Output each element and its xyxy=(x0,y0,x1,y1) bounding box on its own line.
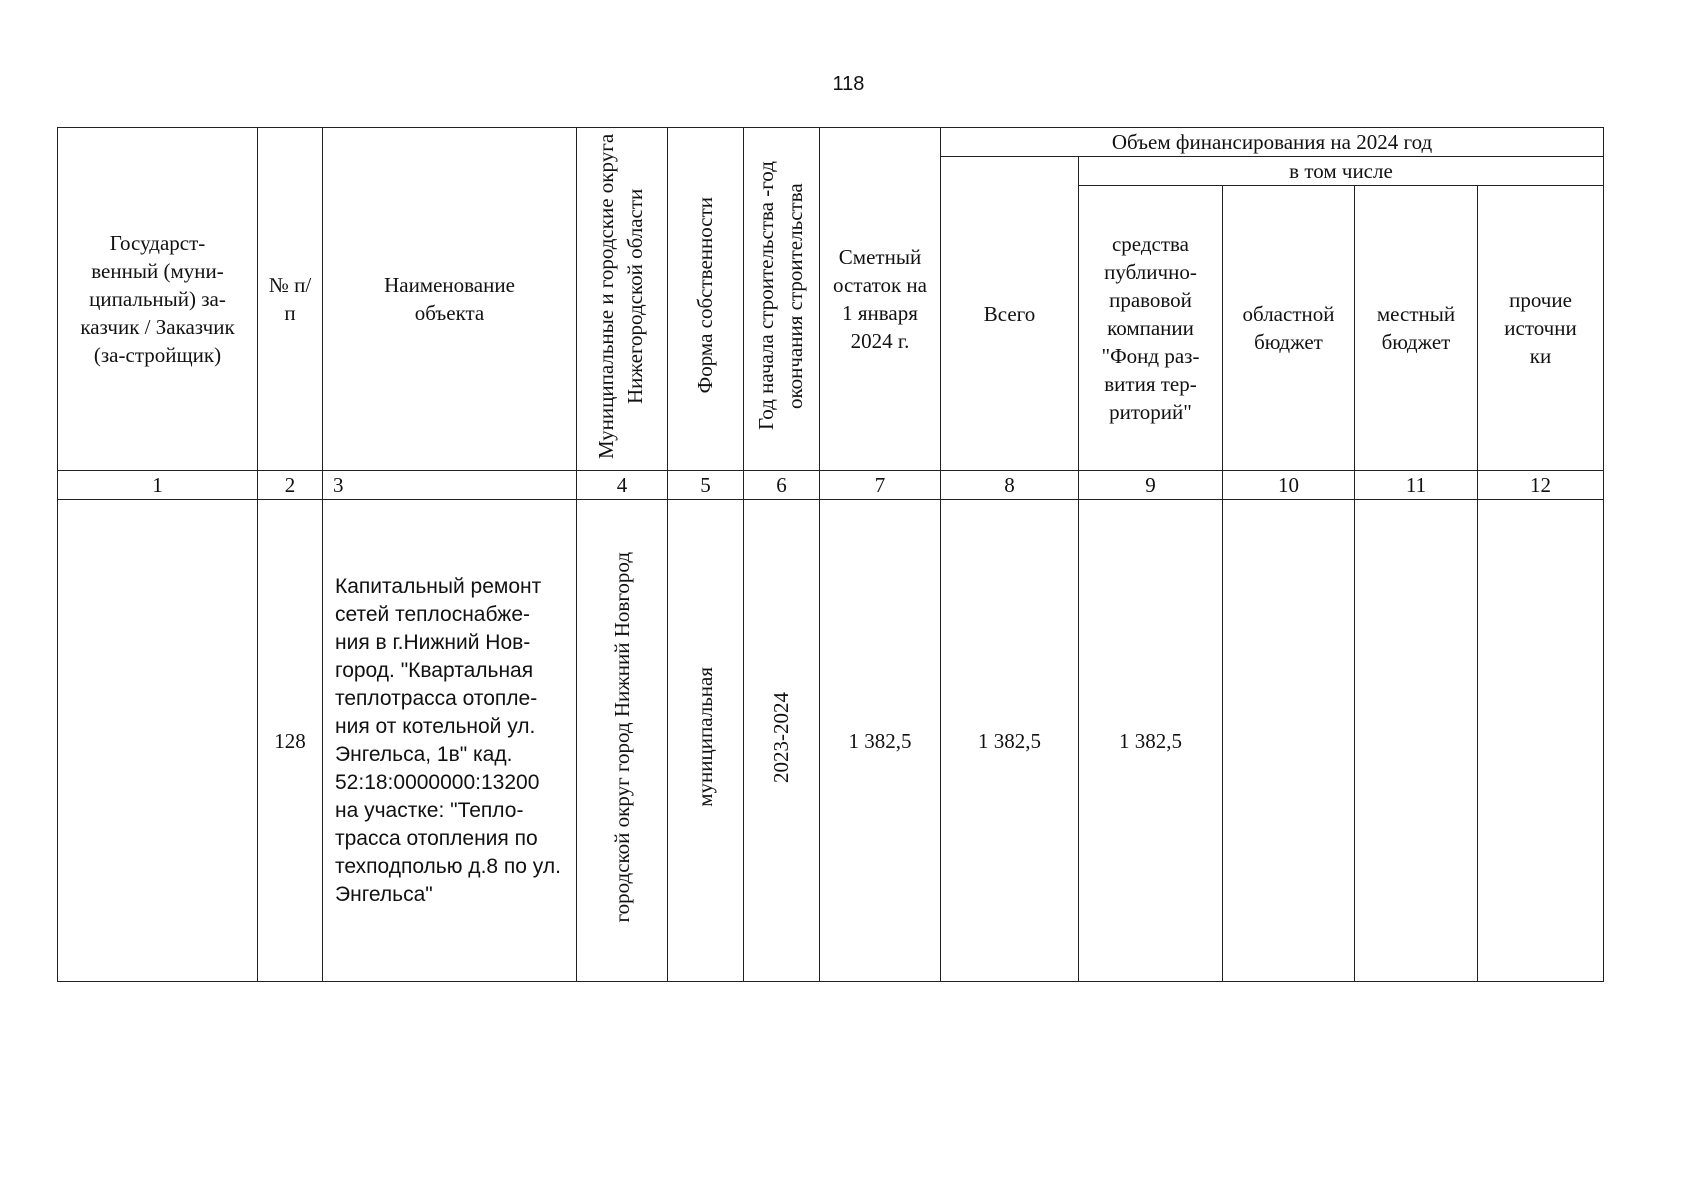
cell-ownership xyxy=(668,500,744,982)
cell-fund-means: 1 382,5 xyxy=(1079,500,1223,982)
cell-object-name-text: Капитальный ремонт сетей теплоснабже-ния в г.Нижний Нов-город. "Квартальная теплотрасса отопле-ния от котельной ул. Энгельса, 1в" кад. 52:18:0000000:13200 на участке: "Тепло-трасса отопления по техподполью д.8 по ул. Энгельса" xyxy=(335,574,561,906)
cell-regional-budget xyxy=(1223,500,1355,982)
header-including xyxy=(1079,157,1604,186)
header-regional-budget xyxy=(1223,186,1355,471)
header-ownership-text: Форма собственности xyxy=(693,197,717,394)
cell-years xyxy=(744,500,820,982)
cell-number: 128 xyxy=(258,500,323,982)
header-customer xyxy=(58,128,258,471)
header-funding-group xyxy=(941,128,1604,157)
header-number xyxy=(258,128,323,471)
column-number: 7 xyxy=(820,471,941,500)
cell-years-text: 2023-2024 xyxy=(769,691,793,783)
column-number: 3 xyxy=(323,471,577,500)
cell-customer xyxy=(58,500,258,982)
header-customer-text: Государст-венный (муни-ципальный) за-казчик / Заказчик (за-стройщик) xyxy=(80,231,235,367)
column-number: 10 xyxy=(1223,471,1355,500)
header-estimate-balance-text: Сметный остаток на 1 января 2024 г. xyxy=(833,245,927,353)
header-years-text: Год начала строительства -год окончания строительства xyxy=(753,161,807,430)
column-number: 12 xyxy=(1478,471,1604,500)
header-estimate-balance xyxy=(820,128,941,471)
header-object-name-text: Наименование объекта xyxy=(384,273,515,325)
column-number: 8 xyxy=(941,471,1079,500)
page-number: 118 xyxy=(832,73,865,95)
header-fund-means-text: средства публично-правовой компании "Фонд раз-вития тер-риторий" xyxy=(1101,232,1200,424)
cell-estimate-balance: 1 382,5 xyxy=(820,500,941,982)
header-ownership xyxy=(668,128,744,471)
header-total-text: Всего xyxy=(983,301,1036,326)
header-fund-means xyxy=(1079,186,1223,471)
column-number: 4 xyxy=(577,471,668,500)
header-municipality-text: Муниципальные и городские округа Нижегородской области xyxy=(594,132,647,459)
cell-municipality-text: городской округ город Нижний Новгород xyxy=(609,551,634,923)
header-local-budget-text: местный бюджет xyxy=(1376,302,1456,354)
header-other-sources xyxy=(1478,186,1604,471)
header-other-sources-text: прочие источни ки xyxy=(1504,288,1577,368)
cell-local-budget xyxy=(1355,500,1478,982)
header-regional-budget-text: областной бюджет xyxy=(1242,302,1335,354)
header-row-1 xyxy=(58,128,1604,157)
column-number: 1 xyxy=(58,471,258,500)
cell-object-name xyxy=(323,500,577,982)
header-municipality xyxy=(577,128,668,471)
header-funding-group-text: Объем финансирования на 2024 год xyxy=(1111,130,1433,154)
financing-table xyxy=(57,127,1604,982)
header-number-text: № п/п xyxy=(268,273,312,325)
header-local-budget xyxy=(1355,186,1478,471)
column-number: 6 xyxy=(744,471,820,500)
column-number-row xyxy=(58,471,1604,500)
header-total xyxy=(941,157,1079,471)
header-years xyxy=(744,128,820,471)
table-row xyxy=(58,500,1604,982)
cell-ownership-text: муниципальная xyxy=(693,667,717,807)
cell-municipality xyxy=(577,500,668,982)
column-number: 2 xyxy=(258,471,323,500)
header-object-name xyxy=(323,128,577,471)
column-number: 11 xyxy=(1355,471,1478,500)
cell-total: 1 382,5 xyxy=(941,500,1079,982)
header-including-text: в том числе xyxy=(1289,159,1393,183)
cell-other-sources xyxy=(1478,500,1604,982)
column-number: 9 xyxy=(1079,471,1223,500)
column-number: 5 xyxy=(668,471,744,500)
